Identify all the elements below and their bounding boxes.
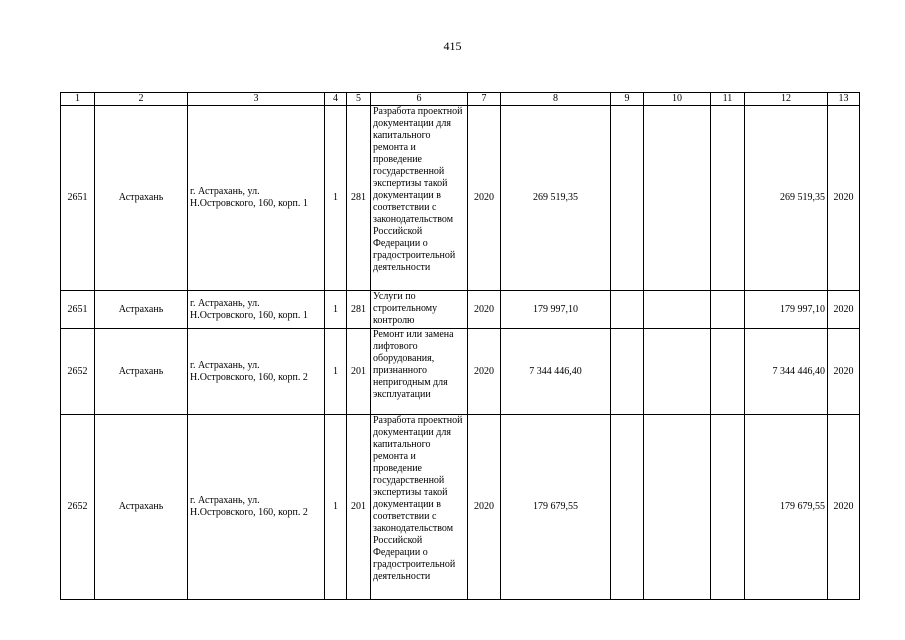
col4-cell: 1 <box>325 106 347 291</box>
amount-total-cell: 269 519,35 <box>745 106 828 291</box>
column-header: 1 <box>61 93 95 106</box>
column-header: 13 <box>828 93 860 106</box>
city-cell: Астрахань <box>95 291 188 329</box>
amount-cell: 7 344 446,40 <box>501 329 611 415</box>
house-id-cell: 2651 <box>61 106 95 291</box>
year-end-cell: 2020 <box>828 329 860 415</box>
column-header: 3 <box>188 93 325 106</box>
year-cell: 2020 <box>468 106 501 291</box>
amount-total-cell: 179 997,10 <box>745 291 828 329</box>
year-cell: 2020 <box>468 291 501 329</box>
column-number-row <box>61 93 860 106</box>
year-end-cell: 2020 <box>828 415 860 600</box>
work-type-cell: Разработа проектной документации для капитального ремонта и проведение государственной экспертизы такой документации в соответствии с законодательством Российской Федерации о градостроительной деятельности <box>371 415 468 600</box>
work-type-cell: Разработа проектной документации для капитального ремонта и проведение государственной экспертизы такой документации в соответствии с законодательством Российской Федерации о градостроительной деятельности <box>371 106 468 291</box>
col11-cell <box>711 415 745 600</box>
city-cell: Астрахань <box>95 106 188 291</box>
col9-cell <box>611 329 644 415</box>
page-number: 415 <box>443 39 462 53</box>
col4-cell: 1 <box>325 329 347 415</box>
column-header: 4 <box>325 93 347 106</box>
col9-cell <box>611 291 644 329</box>
city-cell: Астрахань <box>95 329 188 415</box>
year-end-cell: 2020 <box>828 291 860 329</box>
house-id-cell: 2652 <box>61 415 95 600</box>
col4-cell: 1 <box>325 415 347 600</box>
amount-cell: 179 997,10 <box>501 291 611 329</box>
col11-cell <box>711 329 745 415</box>
column-header: 2 <box>95 93 188 106</box>
address-cell: г. Астрахань, ул. Н.Островского, 160, корп. 1 <box>188 106 325 291</box>
col5-cell: 281 <box>347 106 371 291</box>
year-end-cell: 2020 <box>828 106 860 291</box>
column-header: 6 <box>371 93 468 106</box>
year-cell: 2020 <box>468 329 501 415</box>
col10-cell <box>644 291 711 329</box>
work-type-cell: Услуги по строительному контролю <box>371 291 468 329</box>
amount-total-cell: 179 679,55 <box>745 415 828 600</box>
house-id-cell: 2651 <box>61 291 95 329</box>
col5-cell: 281 <box>347 291 371 329</box>
city-cell: Астрахань <box>95 415 188 600</box>
address-cell: г. Астрахань, ул. Н.Островского, 160, корп. 2 <box>188 329 325 415</box>
col10-cell <box>644 106 711 291</box>
capital-repair-table <box>60 92 860 600</box>
col11-cell <box>711 106 745 291</box>
col5-cell: 201 <box>347 329 371 415</box>
col11-cell <box>711 291 745 329</box>
work-type-cell: Ремонт или замена лифтового оборудования, признанного непригодным для эксплуатации <box>371 329 468 415</box>
table-row <box>61 415 860 600</box>
house-id-cell: 2652 <box>61 329 95 415</box>
amount-total-cell: 7 344 446,40 <box>745 329 828 415</box>
table-row <box>61 329 860 415</box>
table-row <box>61 291 860 329</box>
amount-cell: 179 679,55 <box>501 415 611 600</box>
amount-cell: 269 519,35 <box>501 106 611 291</box>
col4-cell: 1 <box>325 291 347 329</box>
address-cell: г. Астрахань, ул. Н.Островского, 160, корп. 1 <box>188 291 325 329</box>
column-header: 5 <box>347 93 371 106</box>
table-row <box>61 106 860 291</box>
year-cell: 2020 <box>468 415 501 600</box>
column-header: 11 <box>711 93 745 106</box>
column-header: 10 <box>644 93 711 106</box>
col10-cell <box>644 329 711 415</box>
column-header: 7 <box>468 93 501 106</box>
col9-cell <box>611 106 644 291</box>
col9-cell <box>611 415 644 600</box>
col5-cell: 201 <box>347 415 371 600</box>
col10-cell <box>644 415 711 600</box>
address-cell: г. Астрахань, ул. Н.Островского, 160, корп. 2 <box>188 415 325 600</box>
column-header: 12 <box>745 93 828 106</box>
column-header: 9 <box>611 93 644 106</box>
column-header: 8 <box>501 93 611 106</box>
